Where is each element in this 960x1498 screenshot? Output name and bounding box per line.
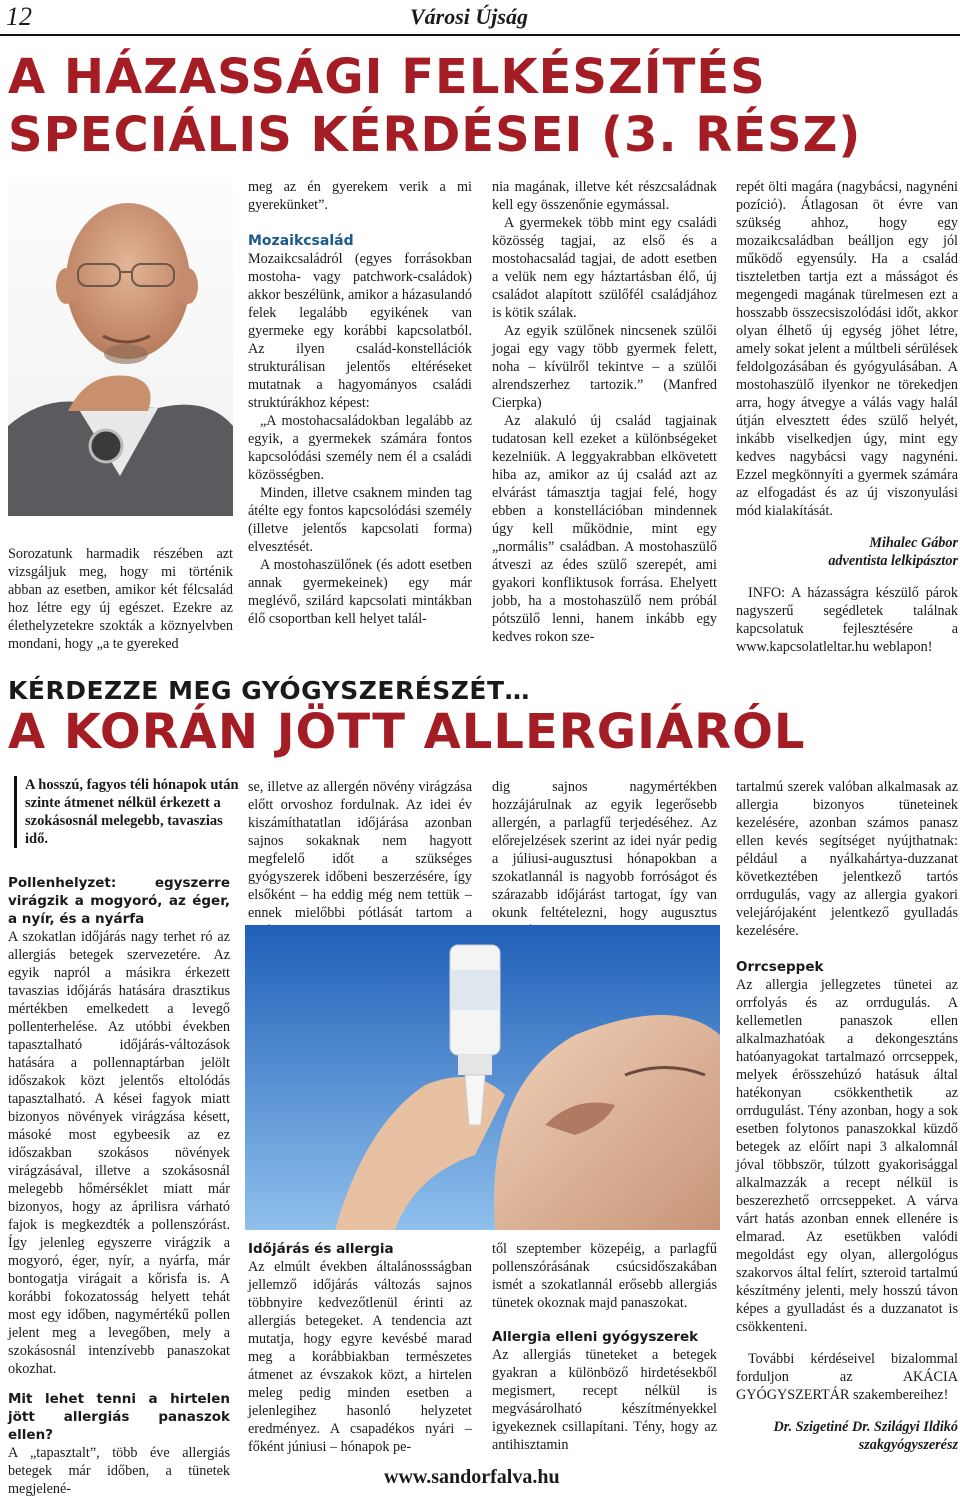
article2-column-3-bottom [492,1240,717,1454]
paragraph: Az alakuló új család tagjainak tudatosan kell ezeket a különbségeket kezelniük. A leggyakrabban elkövetett hiba az, amikor az új család azt az elvárást támasztja tagjai felé, hogy ebben a konstellációban mindennek úgy kell működnie, mint egy „normális” családban. A mostohaszülő átveszi az édes szülő szerepét, ami gyakori konfliktusok forrása. Ehelyett jobb, ha a mostohaszülő nem próbál pótszülő lenni, hanem inkább egy kedves rokon sze- [492,413,717,645]
paragraph: Az egyik szülőnek nincsenek szülői jogai egy vagy több gyermek felett, noha – kívülről tekintve – a szülői alrendszerhez tartozik.” (Manfred Cierpka) [492,323,717,411]
paragraph: További kérdéseivel bizalommal forduljon az AKÁCIA GYÓGYSZERTÁR szakembereihez! [736,1351,958,1403]
article2-column-1 [8,874,230,1498]
paragraph: se, illetve az allergén növény virágzása előtt orvoshoz fordulnak. Az idei év kiszámíthatatlan időjárása azonban sajnos sokaknak nem hagyott megfelelő időt a szükséges gyógyszerek időbeni beszerzésére, így elsőként – ha eddig még nem tettük – ennek mielőbbi pótlását tartom a [248,779,472,921]
article2-lead: A hosszú, fagyos téli hónapok után szinte átmenet nélkül érkezett a szokásosnál melegebb, tavaszias idő. [14,776,239,848]
article1-column-1 [8,545,233,653]
paragraph: repét ölti magára (nagybácsi, nagynéni pozíció). Átlagosan öt évre van szükség ahhoz, hogy egy mozaikcsaládban beálljon egy jól működő egyensúly. Ha a család tiszteletben tartja ezt a másságot és megengedi magának türelmesen ezt a hosszabb összecsiszolódási időt, akkor olyan élhető új egység jöhet létre, amely sokat jelent a múltbeli sérülések feldolgozásában és gyógyulásában. A mostohaszülő ilyenkor ne törekedjen arra, hogy átvegye a válás vagy halál útján elvesztett édes szülő helyét, inkább viselkedjen úgy, mint egy kedves nagybácsi vagy nagynéni. Ezzel megkönnyíti a gyermek számára az elfogadást és az új viszonyulási mód kialakítását. [736,179,958,519]
author-role: szakgyógyszerész [858,1437,958,1453]
subheading-orrcseppek: Orrcseppek [736,959,824,975]
article2-title: A KORÁN JÖTT ALLERGIÁRÓL [8,704,806,760]
info-box: INFO: A házasságra készülő párok nagyszerű segédletek találnak kapcsolatuk fejlesztésére a www.kapcsolatleltar.hu weblapon! [736,585,958,655]
newspaper-name: Városi Újság [410,4,528,29]
page-number: 12 [6,2,32,31]
paragraph: A szokatlan időjárás nagy terhet ró az allergiás betegek szervezetére. Az egyik napról a másikra érkezett tavaszias időjárás hatására drasztikus mértékben emelkedett a levegő pollenterhelése. Az utóbbi években tapasztalható időjárás-változások hatására a pollennaptárban jelölt időszakok közt jelentős eltolódás tapasztalható. A kései fagyok miatt bizonyos növények virágzása késett, másoké most egybeesik az ez időszakban szokásos növények virágzásával, illetve a szokásosnál melegebb hőmérséklet miatt már bizonyos, hogy az áprilisra várható fajok is megkezdték a pollenszórást. Így jelenleg egyszerre virágzik a mogyoró, éger, nyír, a nyárfa, már bontogatja virágait a kőrisfa is. A korábbi fokozatosság helyett tehát most egy időben, nagymértékű pollen jelent meg a levegőben, mely a szokásosnál intenzívebb panaszokat okozhat. [8,929,230,1377]
article2-kicker: KÉRDEZZE MEG GYÓGYSZERÉSZÉT… [8,676,531,705]
author-role: adventista lelkipásztor [828,553,958,569]
paragraph: Sorozatunk harmadik részében azt vizsgáljuk meg, hogy mi történik abban az esetben, amikor két félcsalád hoz létre egy új egészet. Ezekre az élethelyzetekre szokták a köznyelvben mondani, hogy „a te gyereked [8,546,233,652]
author-portrait-photo [8,176,233,516]
subheading-idojaras: Időjárás és allergia [248,1241,394,1257]
paragraph: A gyermekek több mint egy családi közösség tagjai, az első és a mostohacsalád tagjai, de adott esetben a velük nem egy háztartásban élő, új családot alapított szülőfél családjához is kötik szálak. [492,215,717,321]
subheading-pollenhelyzet: Pollenhelyzet: egyszerre virágzik a mogyoró, az éger, a nyír, és a nyárfa [8,875,230,927]
paragraph: től szeptember közepéig, a parlagfű pollenszórásának csúcsidőszakában ismét a szokatlannál erősebb allergiás tünetek okoznak majd panaszokat. [492,1241,717,1311]
article2-column-2-bottom [248,1240,472,1456]
article1-column-4 [736,178,958,656]
paragraph: A mostohaszülőnek (és adott esetben annak gyermekeinek) egy már meglévő, szilárd kapcsolati mintákban élő csoportban kell helyet talál- [248,557,472,627]
article1-column-3 [492,178,717,646]
paragraph: dig sajnos nagymértékben hozzájárulnak az egyik legerősebb allergén, a parlagfű terjedéséhez. Az előrejelzések szerint az idei nyár pedig a júliusi-augusztusi hónapokban a szokatlannál is nagyobb forróságot és szárazabb időjárást tartogat, így van okunk feltételezni, hogy augusztus [492,779,717,921]
paragraph: Az elmúlt években általánossságban jellemző időjárás változás sajnos többnyire kedvezőtlenül érinti az allergiás betegeket. A tendencia azt mutatja, hogy egyre kevésbé marad meg a korábbiakban természetes átmenet az évszakok közt, a hirtelen meleg pedig minden esetben a jelenlegihez hasonló helyzetet eredményez. A csapadékos nyári – főként júniusi – hónapok pe- [248,1259,472,1455]
paragraph: Minden, illetve csaknem minden tag átélte egy fontos kapcsolódási személy (illetve jelentős kapcsolati forma) elvesztését. [248,485,472,555]
paragraph: Mozaikcsaládról (egyes forrásokban mostoha- vagy patchwork-családok) akkor beszélünk, amikor a házasulandó felek legalább egyikének van gyermeke egy korábbi kapcsolatból. Az ilyen család-konstellációk strukturálisan jelentős eltéréseket mutatnak a hagyományos családi struktúrákhoz képest: [248,251,472,411]
article2-column-3-top [492,778,717,940]
subheading-mit-lehet-tenni: Mit lehet tenni a hirtelen jött allergiás panaszok ellen? [8,1391,230,1443]
article1-title: A HÁZASSÁGI FELKÉSZÍTÉS SPECIÁLIS KÉRDÉSEI (3. RÉSZ) [8,49,862,163]
paragraph: nia magának, illetve két részcsaládnak kell egy összenőnie egymással. [492,179,717,213]
nasal-spray-photo [245,925,720,1230]
author-name: Mihalec Gábor [869,535,958,551]
paragraph: tartalmú szerek valóban alkalmasak az allergia bizonyos tüneteinek kezelésére, azonban számos panasz ellen kevés segítséget nyújthatnak: például a nyálkahártya-duzzanat következtében jelentkező tartós orrdugulás, vagy az allergia gyakori velejárójaként jelentkező gyulladás kezelésére. [736,779,958,939]
subheading-gyogyszerek: Allergia elleni gyógyszerek [492,1329,699,1345]
paragraph: Az allergia jellegzetes tünetei az orrfolyás és az orrdugulás. A kellemetlen panaszok ellen alkalmazhatóak a dekongesztáns hatóanyagokat tartalmazó orrcseppek, melyek érösszehúzó hatásuk által hatékonyan csökkenthetik az orrdugulást. Tény azonban, hogy a sok esetben folytonos panaszokkal küzdő betegek az előírt napi 3 alkalomnál jóval többször, túlzott gyakorisággal alkalmazzák a recept nélkül is beszerezhető orrcseppeket. A várva várt hatás azonban ennek ellenére is elmarad. Az esetükben valódi megoldást egy olyan, allergológus szakorvos által felírt, szteroid tartalmú készítmény jelenti, mely hosszú távon képes a gyulladást és a duzzanatot is csökkenteni. [736,977,958,1335]
article2-column-2-top [248,778,472,940]
paragraph: meg az én gyerekem verik a mi gyerekünket”. [248,179,472,213]
article2-column-4 [736,778,958,1454]
website-url: www.sandorfalva.hu [384,1466,560,1488]
subheading-mozaikcsalad: Mozaikcsalád [248,233,354,249]
header-rule [0,34,960,36]
article1-column-2 [248,178,472,628]
paragraph: Az allergiás tüneteket a betegek gyakran a különböző hirdetésekből megismert, recept nélkül is megvásárolható készítményekkel igyekeznek csillapítani. Tény, hogy az antihisztamin [492,1347,717,1453]
paragraph: „A mostohacsaládokban legalább az egyik, a gyermekek számára fontos kapcsolódási személy nem él a családi közösségben. [248,413,472,483]
paragraph: A „tapasztalt”, több éve allergiás betegek már időben, a tünetek megjelené- [8,1445,230,1497]
author-name: Dr. Szigetiné Dr. Szilágyi Ildikó [773,1419,958,1435]
